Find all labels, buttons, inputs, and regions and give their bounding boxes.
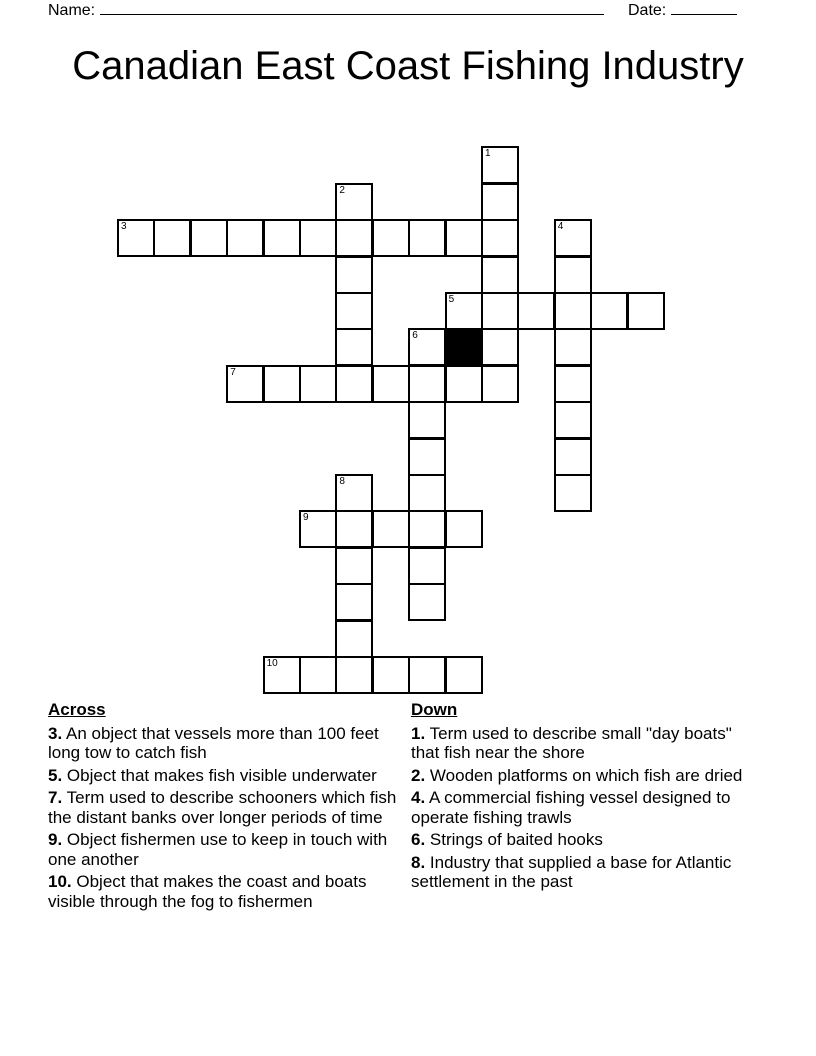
clue-across: 10. Object that makes the coast and boats visible through the fog to fishermen <box>48 872 367 911</box>
down-heading: Down <box>411 700 458 719</box>
black-cell <box>445 328 483 366</box>
grid-cell[interactable] <box>554 219 592 257</box>
grid-cell[interactable] <box>335 219 373 257</box>
grid-cell[interactable] <box>554 292 592 330</box>
grid-cell[interactable] <box>335 620 373 658</box>
clue-across: 9. Object fishermen use to keep in touch with one another <box>48 830 388 869</box>
date-label: Date: <box>628 2 667 19</box>
grid-cell[interactable] <box>408 401 446 439</box>
clue-across: 5. Object that makes fish visible underwater <box>48 765 377 785</box>
clue-number: 8 <box>339 476 345 487</box>
grid-cell[interactable] <box>408 583 446 621</box>
grid-cell[interactable] <box>627 292 665 330</box>
grid-cell[interactable] <box>299 365 337 403</box>
name-label: Name: <box>48 2 96 19</box>
grid-cell[interactable] <box>153 219 191 257</box>
clue-down: 8. Industry that supplied a base for Atlantic settlement in the past <box>411 852 732 891</box>
clue-number: 6 <box>412 330 418 342</box>
grid-cell[interactable] <box>372 365 410 403</box>
grid-cell[interactable] <box>335 474 373 512</box>
clue-number: 9 <box>303 512 309 524</box>
grid-cell[interactable] <box>263 219 301 257</box>
grid-cell[interactable] <box>408 365 446 403</box>
grid-cell[interactable] <box>590 292 628 330</box>
grid-cell[interactable] <box>372 656 410 694</box>
grid-cell[interactable] <box>445 510 483 548</box>
across-heading: Across <box>48 700 106 719</box>
grid-cell[interactable] <box>335 656 373 694</box>
grid-cell[interactable] <box>481 328 519 366</box>
grid-cell[interactable] <box>554 256 592 294</box>
grid-cell[interactable] <box>554 365 592 403</box>
grid-cell[interactable] <box>408 474 446 512</box>
clue-across: 7. Term used to describe schooners which fish the distant banks over longer periods of time <box>48 788 397 827</box>
grid-cell[interactable] <box>335 183 373 221</box>
down-clues <box>411 700 761 895</box>
grid-cell[interactable] <box>335 583 373 621</box>
clue-down: 4. A commercial fishing vessel designed to operate fishing trawls <box>411 788 731 827</box>
clue-number: 2 <box>339 184 345 196</box>
grid-cell[interactable] <box>408 219 446 257</box>
grid-cell[interactable] <box>190 219 228 257</box>
clue-number: 1 <box>485 148 491 160</box>
grid-cell[interactable] <box>517 292 555 330</box>
clue-number: 5 <box>448 294 455 305</box>
grid-cell[interactable] <box>226 219 264 257</box>
clue-down: 2. Wooden platforms on which fish are dried <box>411 765 743 785</box>
grid-cell[interactable] <box>445 292 483 330</box>
grid-cell[interactable] <box>554 474 592 512</box>
grid-cell[interactable] <box>445 219 483 257</box>
clue-down: 6. Strings of baited hooks <box>411 830 603 849</box>
clue-across: 3. An object that vessels more than 100 feet long tow to catch fish <box>48 723 379 762</box>
grid-cell[interactable] <box>299 510 337 548</box>
grid-cell[interactable] <box>299 656 337 694</box>
grid-cell[interactable] <box>372 510 410 548</box>
grid-cell[interactable] <box>481 365 519 403</box>
grid-cell[interactable] <box>263 365 301 403</box>
grid-cell[interactable] <box>117 219 155 257</box>
grid-cell[interactable] <box>408 438 446 476</box>
clue-down: 1. Term used to describe small "day boats" that fish near the shore <box>411 723 732 762</box>
grid-cell[interactable] <box>481 183 519 221</box>
grid-cell[interactable] <box>481 256 519 294</box>
clue-number: 4 <box>557 221 564 233</box>
grid-cell[interactable] <box>408 328 446 366</box>
clue-number: 7 <box>230 366 236 378</box>
grid-cell[interactable] <box>408 656 446 694</box>
grid-cell[interactable] <box>335 328 373 366</box>
grid-cell[interactable] <box>481 146 519 184</box>
grid-cell[interactable] <box>408 510 446 548</box>
grid-cell[interactable] <box>372 219 410 257</box>
grid-cell[interactable] <box>299 219 337 257</box>
grid-cell[interactable] <box>335 510 373 548</box>
grid-cell[interactable] <box>554 328 592 366</box>
grid-cell[interactable] <box>445 656 483 694</box>
grid-cell[interactable] <box>335 365 373 403</box>
grid-cell[interactable] <box>554 438 592 476</box>
clue-number: 3 <box>121 221 127 233</box>
grid-cell[interactable] <box>263 656 301 694</box>
grid-cell[interactable] <box>481 219 519 257</box>
grid-cell[interactable] <box>335 292 373 330</box>
grid-cell[interactable] <box>335 547 373 585</box>
grid-cell[interactable] <box>408 547 446 585</box>
page-title: Canadian East Coast Fishing Industry <box>72 44 744 88</box>
grid-cell[interactable] <box>335 256 373 294</box>
grid-cell[interactable] <box>554 401 592 439</box>
grid-cell[interactable] <box>226 365 264 403</box>
grid-cell[interactable] <box>445 365 483 403</box>
grid-cell[interactable] <box>481 292 519 330</box>
across-clues <box>48 700 408 914</box>
clue-number: 10 <box>266 658 278 669</box>
